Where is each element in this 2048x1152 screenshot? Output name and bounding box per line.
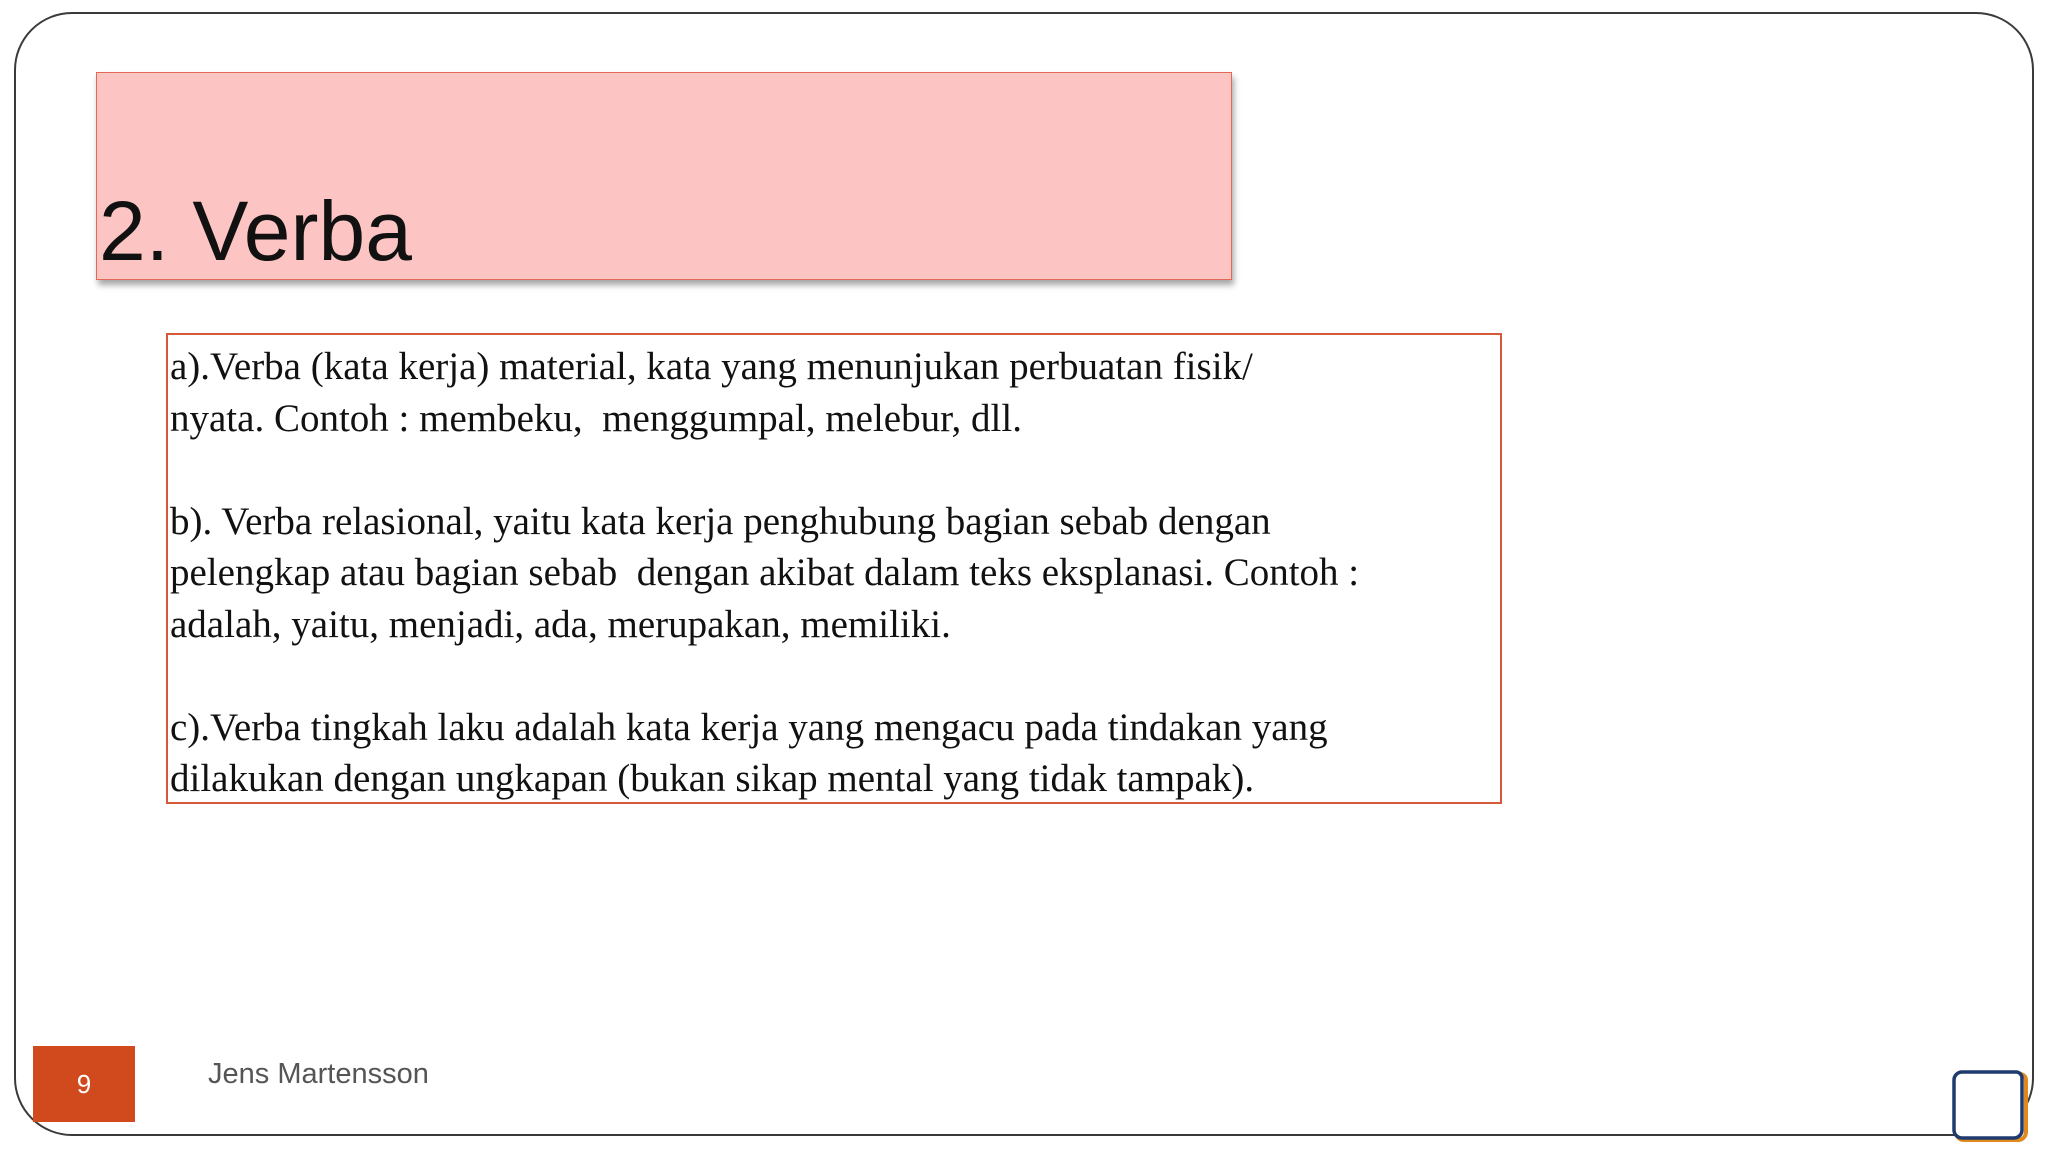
paragraph-c-line-2: dilakukan dengan ungkapan (bukan sikap mental yang tidak tampak).: [170, 757, 1255, 800]
paragraph-a-line-2: nyata. Contoh : membeku, menggumpal, melebur, dll.: [170, 396, 1022, 440]
title-box: [96, 72, 1232, 280]
paragraph-b-line-3: adalah, yaitu, menjadi, ada, merupakan, memiliki.: [170, 602, 951, 646]
paragraph-c-line-1: c).Verba tingkah laku adalah kata kerja yang mengacu pada tindakan yang: [170, 705, 1328, 749]
content-box: [166, 333, 1502, 804]
footer-author: Jens Martensson: [208, 1058, 429, 1090]
paragraph-spacer: [170, 444, 1500, 496]
page-number-badge: [33, 1046, 135, 1122]
rounded-square-icon: [1950, 1070, 2030, 1144]
paragraph-b-line-1: b). Verba relasional, yaitu kata kerja penghubung bagian sebab dengan: [170, 499, 1271, 543]
paragraph-spacer: [170, 650, 1500, 702]
page-number: 9: [76, 1068, 92, 1099]
paragraph-a-line-1: a).Verba (kata kerja) material, kata yang menunjukan perbuatan fisik/: [170, 345, 1253, 388]
paragraph-b-line-2: pelengkap atau bagian sebab dengan akibat dalam teks eksplanasi. Contoh :: [170, 551, 1360, 594]
slide-title: 2. Verba: [99, 184, 412, 278]
